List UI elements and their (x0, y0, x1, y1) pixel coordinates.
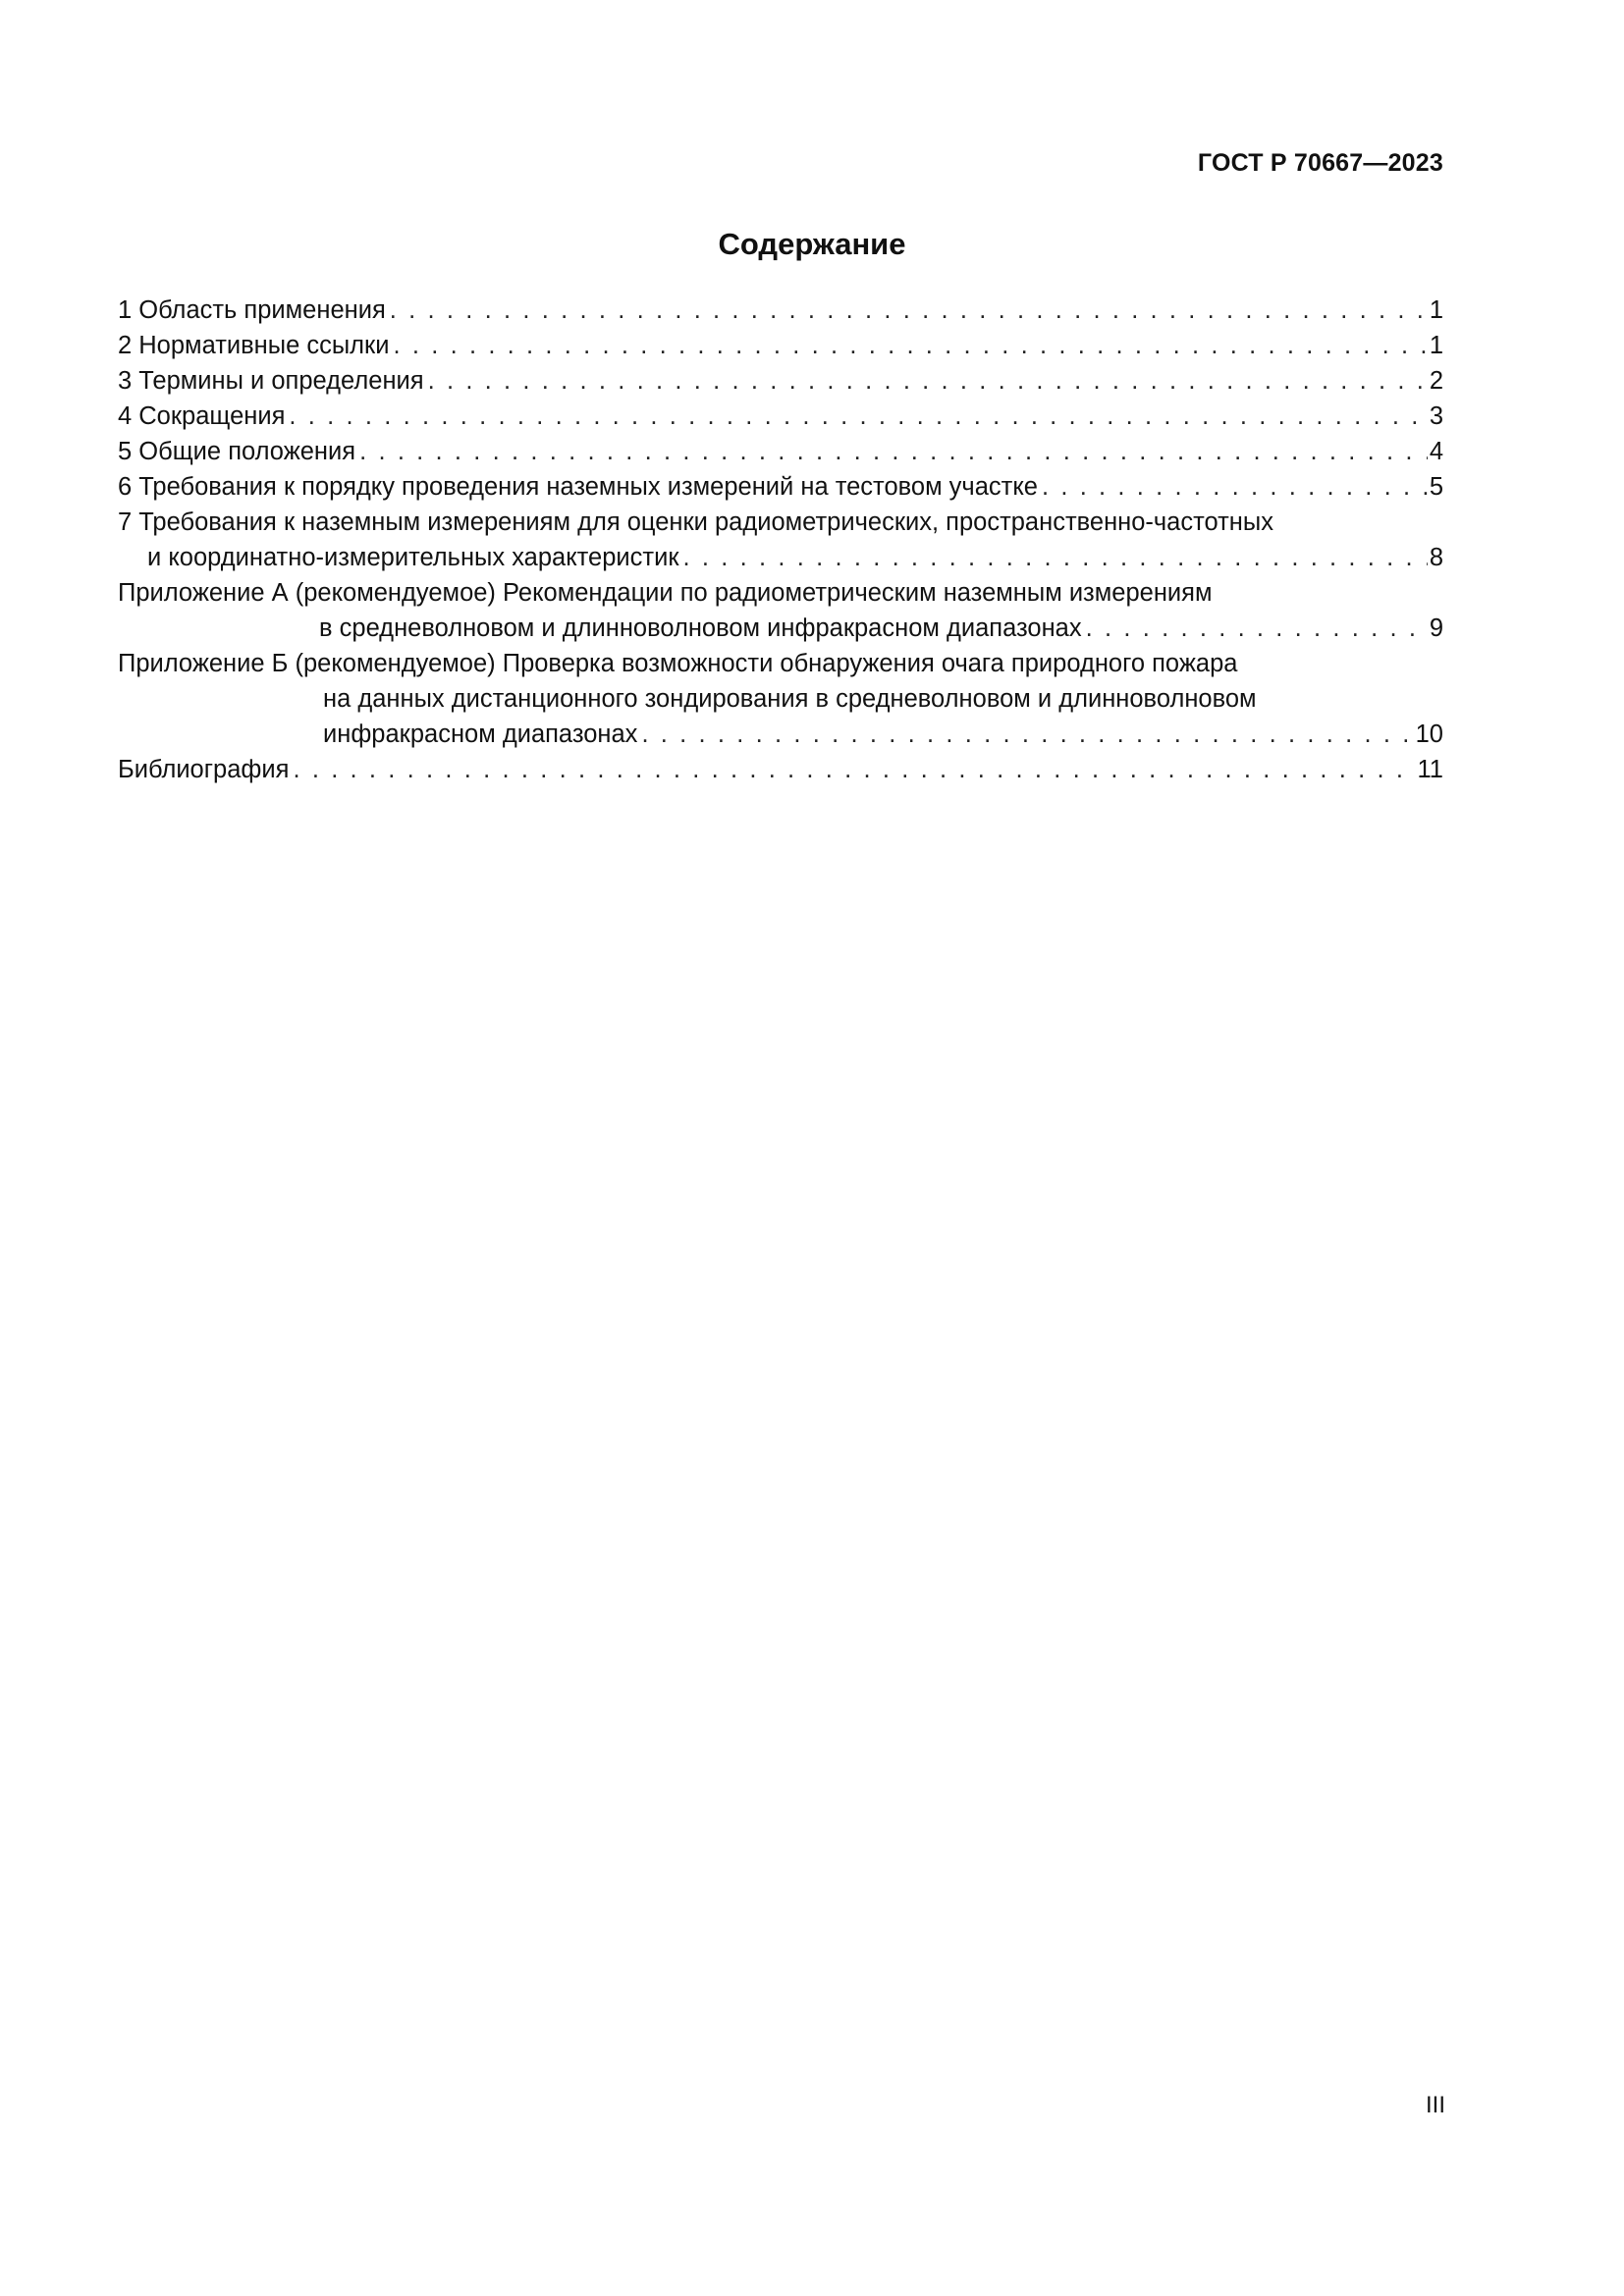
toc-title: Содержание (718, 227, 906, 261)
toc-entry-title: 7 Требования к наземным измерениям для оценки радиометрических, пространственно-частотных (118, 508, 1273, 536)
toc-entry-title: 2 Нормативные ссылки (118, 332, 390, 359)
toc-entry-page: 5 (1429, 473, 1443, 501)
toc-entry-page: 1 (1429, 296, 1443, 324)
toc-entry-bibliography[interactable] (118, 752, 1443, 787)
page-number: III (1425, 2092, 1445, 2118)
toc-line (118, 717, 1443, 752)
toc-entry-appendix-a[interactable] (118, 575, 1443, 646)
dot-leader (1042, 469, 1428, 505)
toc-line (118, 540, 1443, 575)
toc-entry-page: 9 (1429, 614, 1443, 642)
toc-entry-title: 3 Термины и определения (118, 367, 424, 395)
toc-entry-section-1[interactable] (118, 293, 1443, 328)
dot-leader (428, 363, 1428, 399)
dot-leader (683, 540, 1428, 575)
toc-entry-section-2[interactable] (118, 328, 1443, 363)
toc-entry-page: 8 (1429, 544, 1443, 571)
toc-line (118, 434, 1443, 469)
dot-leader (293, 752, 1415, 787)
toc-entry-page: 3 (1429, 402, 1443, 430)
toc-entry-title-continuation: на данных дистанционного зондирования в средневолновом и длинноволновом (323, 685, 1257, 713)
dot-leader (393, 328, 1427, 363)
toc-entry-section-4[interactable] (118, 399, 1443, 434)
toc-entry-section-6[interactable] (118, 469, 1443, 505)
toc-entry-title: Приложение Б (рекомендуемое) Проверка возможности обнаружения очага природного пожара (118, 650, 1238, 677)
toc-entry-page: 4 (1429, 438, 1443, 465)
dot-leader (1086, 611, 1428, 646)
toc-entry-title: Приложение А (рекомендуемое) Рекомендации по радиометрическим наземным измерениям (118, 579, 1213, 607)
toc-entry-title: 5 Общие положения (118, 438, 356, 465)
toc-entry-title-continuation: и координатно-измерительных характеристик (147, 544, 679, 571)
toc-entry-section-7[interactable] (118, 505, 1443, 575)
toc-entry-title: Библиография (118, 756, 290, 783)
toc-entry-page: 10 (1415, 721, 1443, 748)
toc-entry-page: 1 (1429, 332, 1443, 359)
toc-entry-title: 4 Сокращения (118, 402, 286, 430)
toc-entry-page: 11 (1417, 756, 1443, 783)
toc-line (118, 399, 1443, 434)
dot-leader (359, 434, 1428, 469)
dot-leader (289, 399, 1427, 434)
toc-line (118, 293, 1443, 328)
toc-entry-page: 2 (1429, 367, 1443, 395)
toc-entry-title-continuation: в средневолновом и длинноволновом инфракрасном диапазонах (319, 614, 1082, 642)
toc-entry-appendix-b[interactable] (118, 646, 1443, 752)
toc-line (118, 328, 1443, 363)
document-code: ГОСТ Р 70667—2023 (1197, 149, 1443, 177)
toc-entry-section-3[interactable] (118, 363, 1443, 399)
toc-line (118, 752, 1443, 787)
toc-line (118, 469, 1443, 505)
dot-leader (390, 293, 1428, 328)
toc-entry-title: 6 Требования к порядку проведения наземных измерений на тестовом участке (118, 473, 1038, 501)
toc-entry-title-continuation: инфракрасном диапазонах (323, 721, 638, 748)
toc-entry-title: 1 Область применения (118, 296, 386, 324)
toc-line (118, 363, 1443, 399)
toc-entry-section-5[interactable] (118, 434, 1443, 469)
table-of-contents (118, 293, 1443, 787)
toc-line (118, 611, 1443, 646)
dot-leader (641, 717, 1413, 752)
